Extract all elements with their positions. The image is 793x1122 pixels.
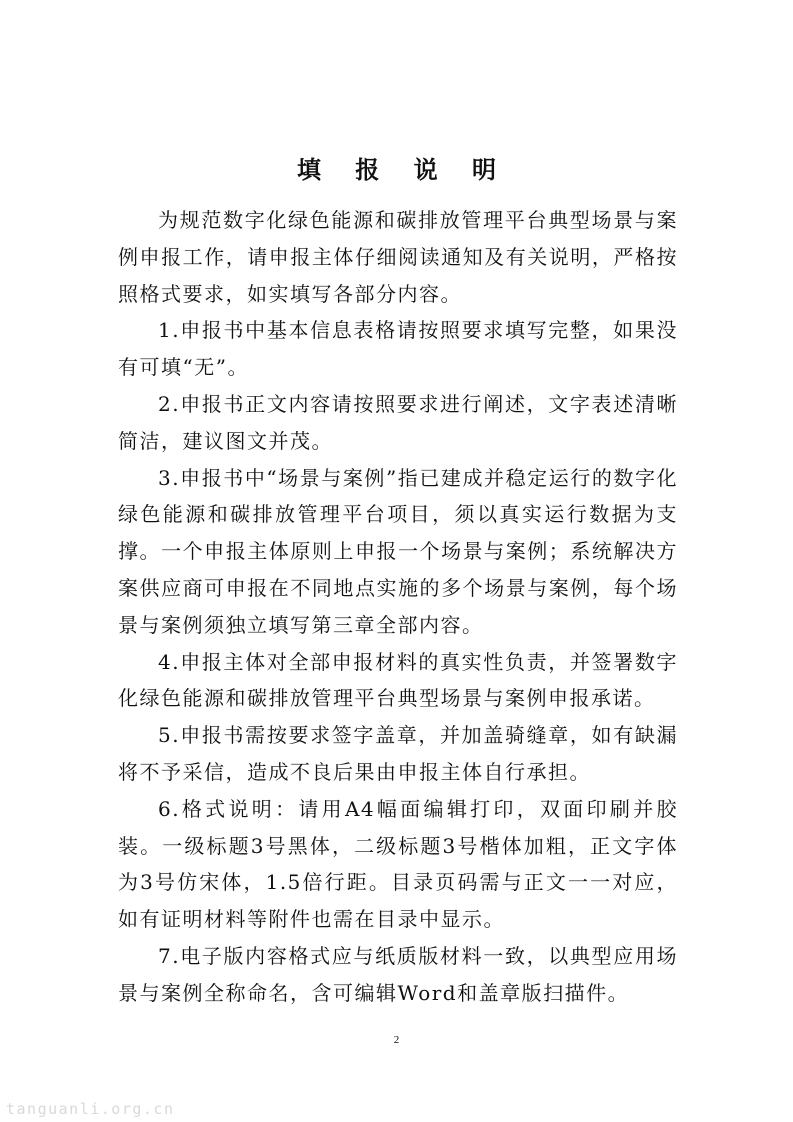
- item-1: 1.申报书中基本信息表格请按照要求填写完整，如果没有可填“无”。: [118, 318, 678, 380]
- watermark: tanguanli.org.cn: [6, 1100, 175, 1118]
- item-7: 7.电子版内容格式应与纸质版材料一致，以典型应用场景与案例全称命名，含可编辑Word和盖章版扫描件。: [118, 943, 678, 1005]
- document-body: [118, 202, 678, 1012]
- item-4: 4.申报主体对全部申报材料的真实性负责，并签署数字化绿色能源和碳排放管理平台典型场景与案例申报承诺。: [118, 649, 678, 711]
- item-6: 6.格式说明：请用A4幅面编辑打印，双面印刷并胶装。一级标题3号黑体，二级标题3号楷体加粗，正文字体为3号仿宋体，1.5倍行距。目录页码需与正文一一对应，如有证明材料等附件也需在目录中显示。: [118, 796, 678, 932]
- intro-paragraph: 为规范数字化绿色能源和碳排放管理平台典型场景与案例申报工作，请申报主体仔细阅读通知及有关说明，严格按照格式要求，如实填写各部分内容。: [118, 208, 678, 306]
- item-2: 2.申报书正文内容请按照要求进行阐述，文字表述清晰简洁，建议图文并茂。: [118, 391, 678, 453]
- page-number: 2: [393, 1034, 400, 1046]
- item-3: 3.申报书中“场景与案例”指已建成并稳定运行的数字化绿色能源和碳排放管理平台项目，须以真实运行数据为支撑。一个申报主体原则上申报一个场景与案例；系统解决方案供应商可申报在不同地点实施的多个场景与案例，每个场景与案例须独立填写第三章全部内容。: [118, 465, 678, 637]
- page-title: 填 报 说 明: [296, 156, 510, 184]
- item-5: 5.申报书需按要求签字盖章，并加盖骑缝章，如有缺漏将不予采信，造成不良后果由申报主体自行承担。: [118, 723, 678, 784]
